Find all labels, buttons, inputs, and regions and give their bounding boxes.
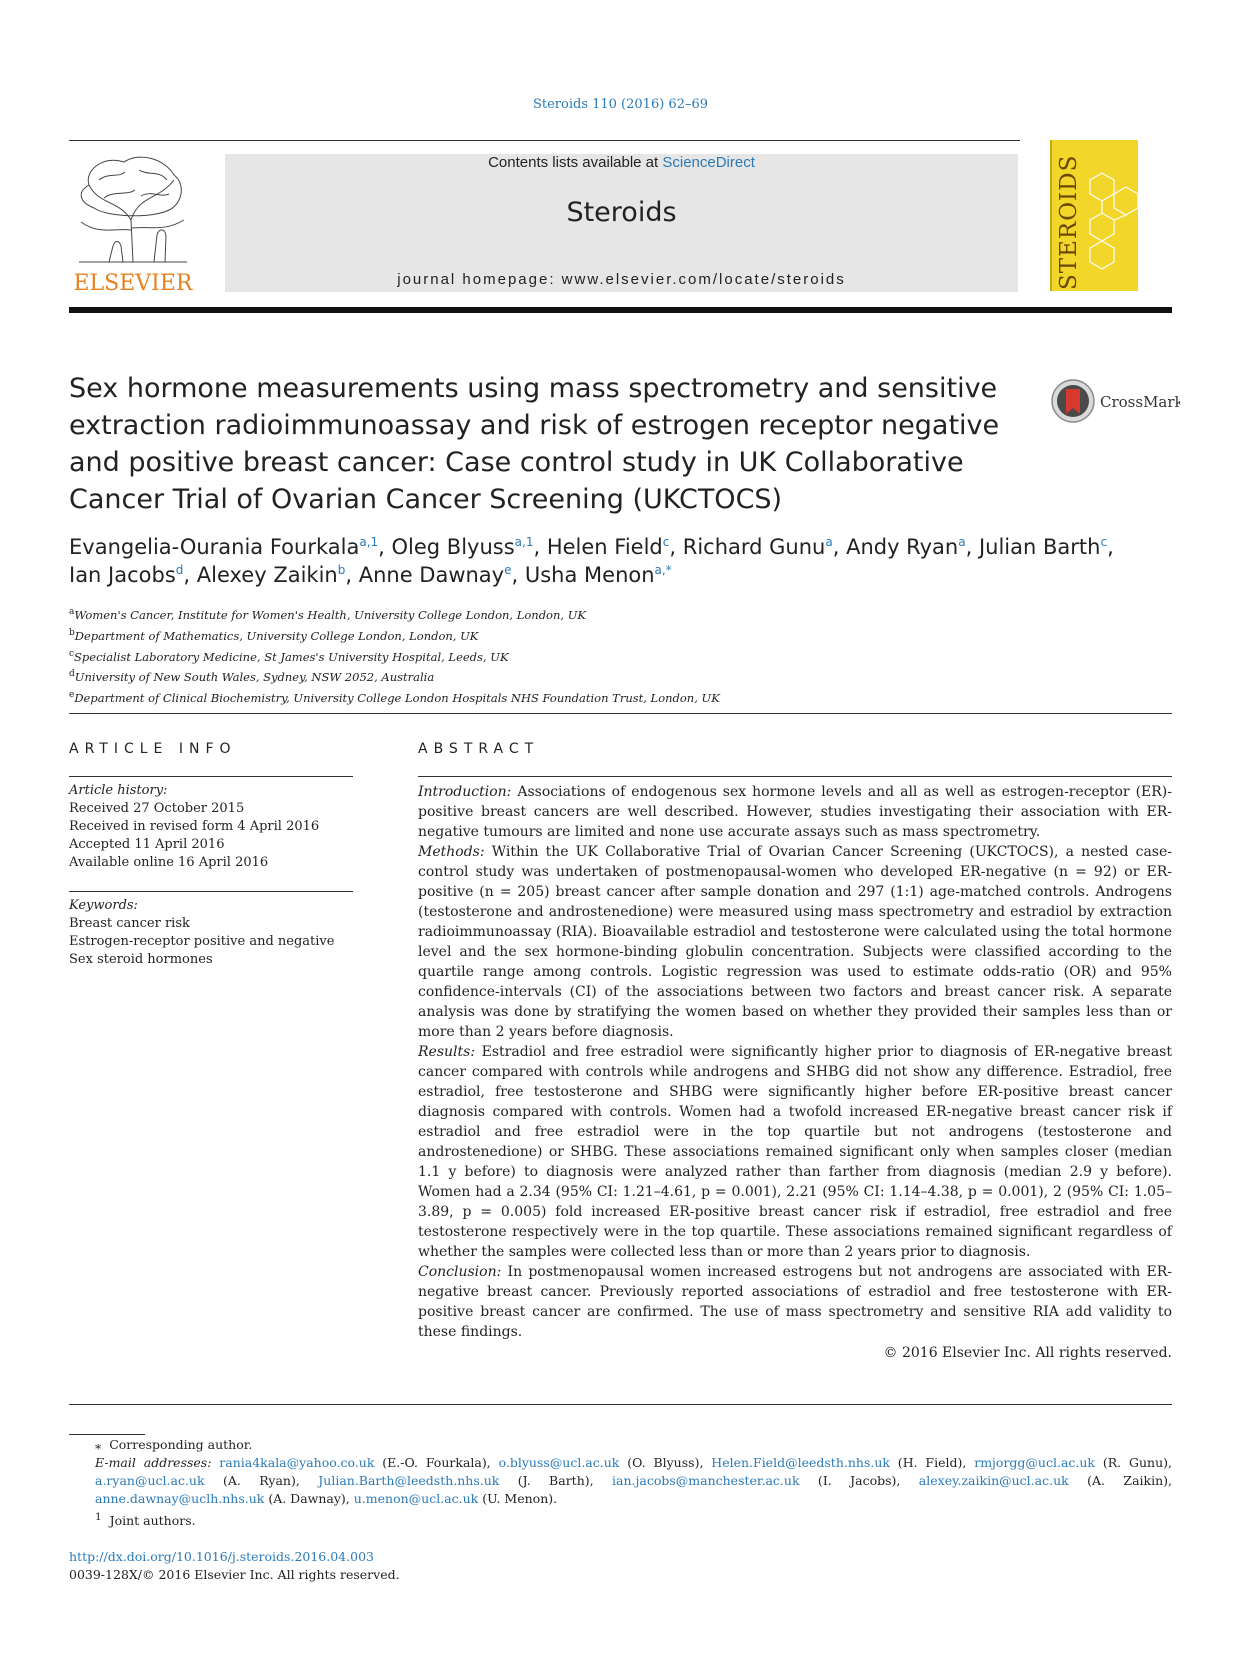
author-affiliation-mark[interactable]: a,1 [514, 535, 534, 549]
sciencedirect-link[interactable]: ScienceDirect [662, 154, 755, 171]
author-affiliation-mark[interactable]: c [662, 535, 670, 549]
email-link[interactable]: ian.jacobs@manchester.ac.uk [612, 1473, 800, 1488]
author[interactable]: Usha Menon [524, 563, 655, 587]
author[interactable]: Evangelia-Ourania Fourkala [69, 535, 360, 559]
author-affiliation-mark[interactable]: a,* [654, 563, 672, 577]
abstract-heading: ABSTRACT [418, 741, 540, 757]
email-link[interactable]: alexey.zaikin@ucl.ac.uk [918, 1473, 1069, 1488]
author-affiliation-mark[interactable]: a [825, 535, 833, 549]
email-link[interactable]: a.ryan@ucl.ac.uk [95, 1473, 205, 1488]
author-affiliation-mark[interactable]: d [175, 563, 184, 577]
abstract-body [418, 782, 1172, 1363]
author-list: Evangelia-Ourania Fourkala$^{a,1}$, Oleg Blyuss$^{a,1}$, Helen Field$^c$, Richard Gunu$^a$, Andy Ryan$^a$, Julian Barth$^c$, Ian Jacobs$^d$, Alexey Zaikin$^b$, Anne Dawnay$^e$, Usha Menon$^{a,*}$ [69, 535, 1114, 587]
crossmark-icon [1050, 378, 1180, 424]
svg-text:STEROIDS: STEROIDS [1056, 154, 1082, 290]
keywords-block [69, 897, 359, 969]
affiliation: $^a$Women's Cancer, Institute for Women's Health, University College London, London, UK [69, 607, 586, 622]
received-date: Received 27 October 2015 [69, 801, 245, 816]
corresponding-author-note: ⁎ Corresponding author. [95, 1437, 253, 1452]
tree-icon [69, 150, 197, 296]
article-info-heading: ARTICLE INFO [69, 741, 237, 757]
affiliation: $^e$Department of Clinical Biochemistry, University College London Hospitals NHS Foundation Trust, London, UK [69, 690, 720, 706]
email-link[interactable]: rmjorgg@ucl.ac.uk [974, 1455, 1096, 1470]
keywords-label: Keywords: [69, 898, 138, 913]
issn-line: 0039-128X/© 2016 Elsevier Inc. All rights reserved. [69, 1567, 400, 1582]
author-affiliation-mark[interactable]: a [958, 535, 966, 549]
author[interactable]: Helen Field [546, 535, 663, 559]
author-affiliation-mark[interactable]: e [504, 563, 512, 577]
email-link[interactable]: rania4kala@yahoo.co.uk [219, 1455, 375, 1470]
revised-date: Received in revised form 4 April 2016 [69, 819, 320, 834]
history-label: Article history: [69, 783, 168, 798]
author[interactable]: Julian Barth [978, 535, 1101, 559]
keyword: Estrogen-receptor positive and negative [69, 934, 335, 949]
article-history [69, 782, 359, 872]
affiliation-list [69, 603, 1169, 707]
author[interactable]: Oleg Blyuss [391, 535, 515, 559]
keyword: Sex steroid hormones [69, 952, 213, 967]
abstract-results: Results: Estradiol and free estradiol were significantly higher prior to diagnosis of ER-negative breast cancer compared with controls while androgens and SHBG did not show any difference. Estradiol, free estradiol, free testosterone and SHBG were significantly higher before ER-positive breast cancer diagnosis compared with controls. Women had a twofold increased ER-negative breast cancer risk if estradiol and free estradiol were in the top quartile but not androgens (testosterone and androstenedione) or SHBG. These associations remained significant only when samples closer (median 1.1 y before) to diagnosis were analyzed rather than farther from diagnosis (median 2.9 y before). Women had a 2.34 (95% CI: 1.21–4.61, p = 0.001), 2.21 (95% CI: 1.14–4.38, p = 0.001), 2 (95% CI: 1.05–3.89, p = 0.005) fold increased ER-positive breast cancer risk if estradiol, free estradiol and free testosterone respectively were in the top quartile. These associations remained significant regardless of whether the samples were collected less than or more than 2 years prior to diagnosis. [418, 1044, 1172, 1260]
journal-citation[interactable]: Steroids 110 (2016) 62–69 [532, 97, 709, 112]
author[interactable]: Andy Ryan [846, 535, 959, 559]
abstract-introduction: Introduction: Associations of endogenous sex hormone levels and all as well as estrogen-receptor (ER)-positive breast cancers are well described. However, studies investigating their association with ER-negative tumours are limited and none use accurate assays such as mass spectrometry. [418, 784, 1172, 840]
email-link[interactable]: Julian.Barth@leedsth.nhs.uk [318, 1473, 500, 1488]
affiliation: $^d$University of New South Wales, Sydney, NSW 2052, Australia [69, 669, 435, 685]
email-link[interactable]: o.blyuss@ucl.ac.uk [498, 1455, 620, 1470]
journal-name: Steroids [566, 197, 677, 228]
contents-line: Contents lists available at ScienceDirect [488, 154, 755, 171]
accepted-date: Accepted 11 April 2016 [69, 837, 225, 852]
affiliation: $^b$Department of Mathematics, University College London, London, UK [69, 627, 479, 643]
cover-art-icon [1050, 140, 1138, 291]
affiliation: $^c$Specialist Laboratory Medicine, St James's University Hospital, Leeds, UK [69, 648, 509, 664]
email-link[interactable]: Helen.Field@leedsth.nhs.uk [711, 1455, 890, 1470]
email-link[interactable]: u.menon@ucl.ac.uk [353, 1491, 479, 1506]
author[interactable]: Anne Dawnay [358, 563, 505, 587]
header-rule [69, 140, 1020, 141]
author[interactable]: Richard Gunu [682, 535, 826, 559]
section-rule [69, 713, 1172, 714]
keyword: Breast cancer risk [69, 916, 190, 931]
email-addresses: E-mail addresses: rania4kala@yahoo.co.uk (E.-O. Fourkala), o.blyuss@ucl.ac.uk (O. Blyuss), Helen.Field@leedsth.nhs.uk (H. Field), rmjorgg@ucl.ac.uk (R. Gunu), a.ryan@ucl.ac.uk (A. Ryan), Julian.Barth@leedsth.nhs.uk (J. Barth), ian.jacobs@manchester.ac.uk (I. Jacobs), alexey.zaikin@ucl.ac.uk (A. Zaikin), anne.dawnay@uclh.nhs.uk (A. Dawnay), u.menon@ucl.ac.uk (U. Menon). [95, 1455, 1173, 1506]
abstract-copyright: © 2016 Elsevier Inc. All rights reserved. [883, 1345, 1172, 1361]
author-affiliation-mark[interactable]: b [337, 563, 346, 577]
homepage-url[interactable]: www.elsevier.com/locate/steroids [561, 271, 846, 288]
header-thick-rule [69, 307, 1172, 313]
email-link[interactable]: anne.dawnay@uclh.nhs.uk [95, 1491, 265, 1506]
footnote-rule [69, 1434, 145, 1435]
author[interactable]: Alexey Zaikin [196, 563, 338, 587]
author[interactable]: Ian Jacobs [69, 563, 176, 587]
doi-link[interactable]: http://dx.doi.org/10.1016/j.steroids.2016.04.003 [69, 1549, 374, 1564]
author-affiliation-mark[interactable]: c [1100, 535, 1108, 549]
svg-text:ELSEVIER: ELSEVIER [73, 271, 193, 296]
footnote-section-rule [69, 1404, 1172, 1405]
article-info-rule [69, 776, 353, 777]
crossmark-badge[interactable] [1050, 378, 1180, 424]
abstract-methods: Methods: Within the UK Collaborative Trial of Ovarian Cancer Screening (UKCTOCS), a nested case-control study was undertaken of postmenopausal-women who developed ER-negative (n = 92) or ER-positive (n = 205) breast cancer after sample donation and 297 (1:1) age-matched controls. Androgens (testosterone and androstenedione) were measured using mass spectrometry and estradiol by extraction radioimmunoassay (RIA). Bioavailable estradiol and testosterone were calculated using the total hormone level and the sex hormone-binding globulin concentration. Subjects were classified according to the quartile range among controls. Logistic regression was used to estimate odds-ratio (OR) and 95% confidence-intervals (CI) of the associations between two factors and breast cancer risk. A separate analysis was done by stratifying the women based on whether they provided their samples less than or more than 2 years before diagnosis. [418, 844, 1172, 1040]
keywords-rule [69, 891, 353, 892]
journal-homepage: journal homepage: www.elsevier.com/locate/steroids [397, 271, 846, 288]
elsevier-logo[interactable] [69, 150, 197, 296]
journal-cover-image[interactable] [1050, 140, 1138, 291]
svg-text:CrossMark: CrossMark [1100, 393, 1180, 411]
online-date: Available online 16 April 2016 [69, 855, 269, 870]
footnotes [69, 1436, 1172, 1530]
article-title: Sex hormone measurements using mass spectrometry and sensitive extraction radioimmunoassay and risk of estrogen receptor negative and positive breast cancer: Case control study in UK Collaborative Cancer Trial of Ovarian Cancer Screening (UKCTOCS) [69, 373, 1000, 515]
joint-authors-note: $^1$ Joint authors. [95, 1511, 196, 1529]
author-affiliation-mark[interactable]: a,1 [359, 535, 379, 549]
abstract-rule [418, 776, 1172, 777]
abstract-conclusion: Conclusion: In postmenopausal women increased estrogens but not androgens are associated with ER-negative breast cancer. Previously reported associations of estradiol and free testosterone with ER-positive breast cancer are confirmed. The use of mass spectrometry and sensitive RIA add validity to these findings. [418, 1264, 1172, 1340]
journal-banner [225, 154, 1018, 292]
